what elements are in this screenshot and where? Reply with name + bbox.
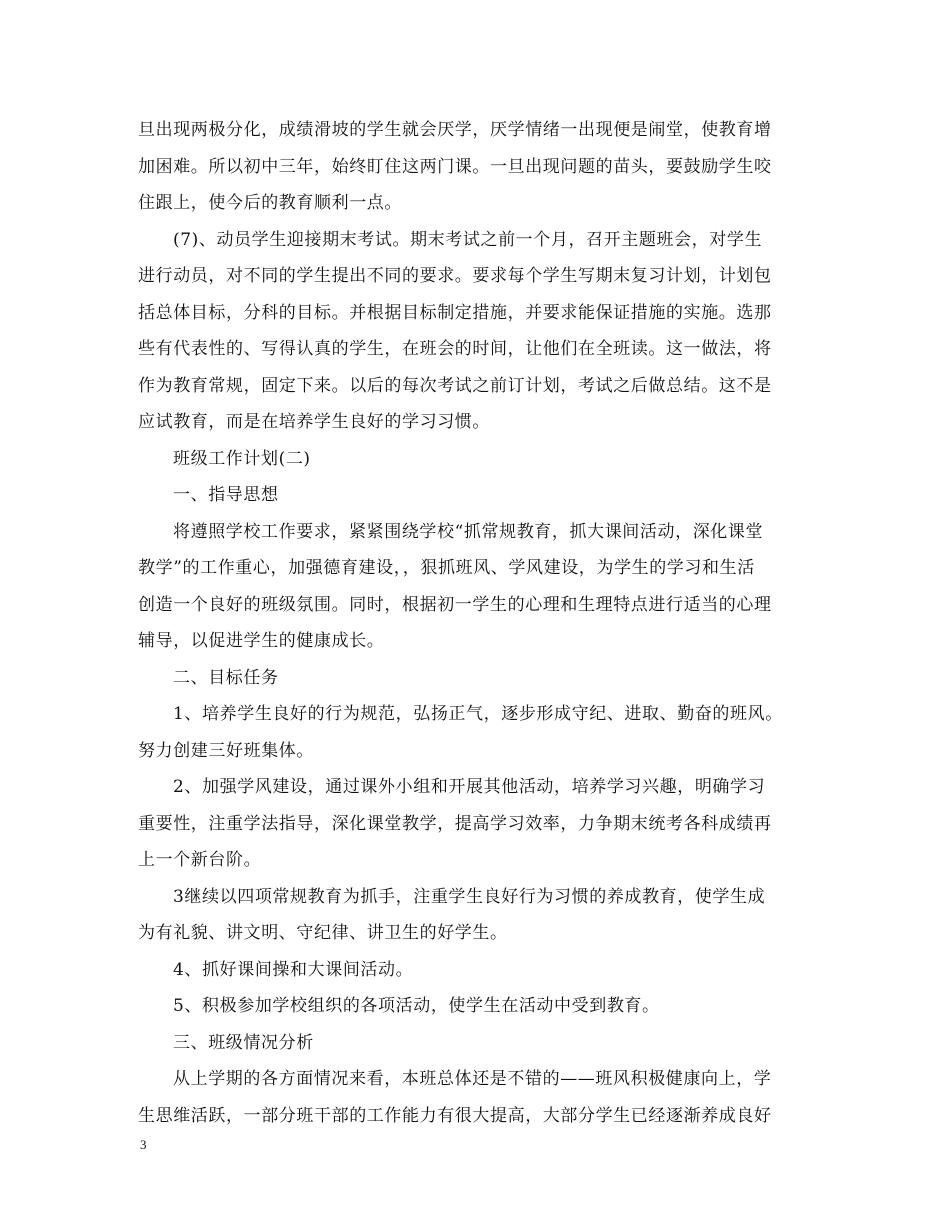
text-line: 进行动员，对不同的学生提出不同的要求。要求每个学生写期末复习计划，计划包 [138, 266, 772, 286]
text-line: 旦出现两极分化，成绩滑坡的学生就会厌学，厌学情绪一出现便是闹堂，使教育增 [138, 120, 772, 140]
text-line: 些有代表性的、写得认真的学生，在班会的时间，让他们在全班读。这一做法，将 [138, 339, 772, 359]
text-line: 重要性，注重学法指导，深化课堂教学，提高学习效率，力争期末统考各科成绩再 [138, 813, 772, 834]
text-line: 创造一个良好的班级氛围。同时，根据初一学生的心理和生理特点进行适当的心理 [138, 594, 772, 615]
text-line: 作为教育常规，固定下来。以后的每次考试之前订计划，考试之后做总结。这不是 [138, 375, 772, 396]
text-line: 住跟上，使今后的教育顺利一点。 [138, 193, 402, 213]
text-line: 括总体目标，分科的目标。并根据目标制定措施，并要求能保证措施的实施。选那 [138, 302, 772, 323]
text-line: 1、培养学生良好的行为规范，弘扬正气，逐步形成守纪、进取、勤奋的班风。 [173, 704, 783, 724]
text-line: 生思维活跃，一部分班干部的工作能力有很大提高，大部分学生已经逐渐养成良好 [138, 1105, 772, 1126]
text-line: 2、加强学风建设，通过课外小组和开展其他活动，培养学习兴趣，明确学习 [173, 777, 766, 797]
text-line: 4、抓好课间操和大课间活动。 [173, 959, 414, 980]
document-body [138, 112, 828, 1134]
text-line: 上一个新台阶。 [138, 850, 262, 870]
text-line: 将遵照学校工作要求，紧紧围绕学校“抓常规教育，抓大课间活动，深化课堂 [173, 521, 764, 542]
text-line: 辅导，以促进学生的健康成长。 [138, 631, 385, 651]
section-heading: 一、指导思想 [173, 485, 279, 505]
page-number: 3 [140, 1137, 147, 1152]
text-line: 加困难。所以初中三年，始终盯住这两门课。一旦出现问题的苗头，要鼓励学生咬 [138, 156, 772, 177]
section-heading: 二、目标任务 [173, 667, 279, 688]
section-heading: 三、班级情况分析 [173, 1032, 314, 1053]
text-line: 应试教育，而是在培养学生良好的学习习惯。 [138, 412, 490, 432]
text-line: 为有礼貌、讲文明、守纪律、讲卫生的好学生。 [138, 923, 508, 943]
text-line: 从上学期的各方面情况来看，本班总体还是不错的——班风积极健康向上，学 [173, 1069, 772, 1089]
text-line: 教学”的工作重心，加强德育建设，，狠抓班风、学风建设，为学生的学习和生活 [138, 558, 755, 578]
text-line: 3继续以四项常规教育为抓手，注重学生良好行为习惯的养成教育，使学生成 [173, 886, 766, 907]
text-line: 努力创建三好班集体。 [138, 740, 314, 761]
section-title: 班级工作计划(二) [173, 448, 311, 469]
text-line: 5、积极参加学校组织的各项活动，使学生在活动中受到教育。 [173, 996, 660, 1016]
text-line: (7)、动员学生迎接期末考试。期末考试之前一个月，召开主题班会，对学生 [173, 229, 763, 250]
